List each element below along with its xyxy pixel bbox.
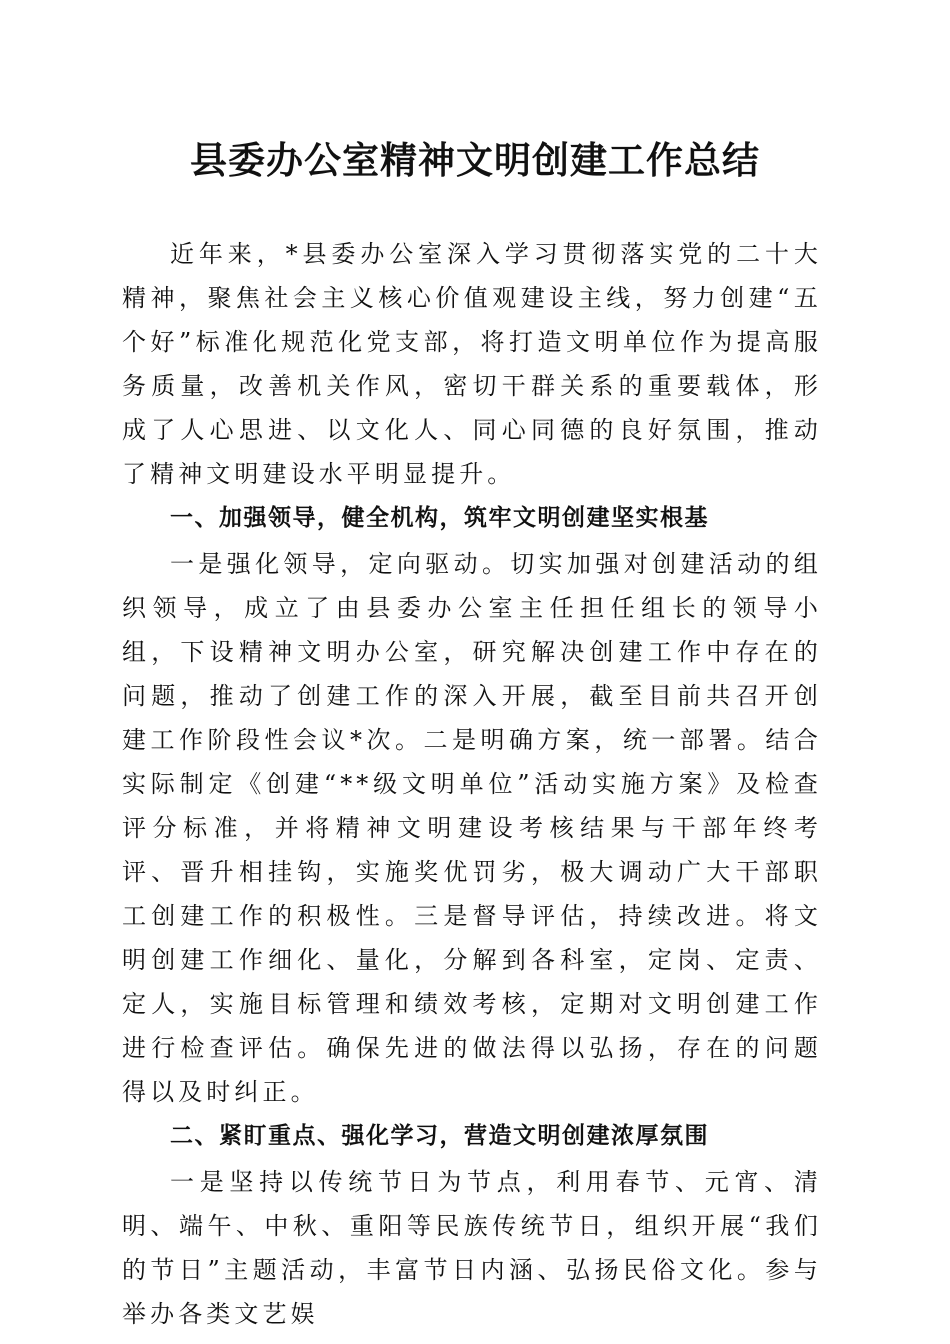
section-1-paragraph: 一是强化领导，定向驱动。切实加强对创建活动的组织领导，成立了由县委办公室主任担任组长的领导小组，下设精神文明办公室，研究解决创建工作中存在的问题，推动了创建工作的深入开展，截至目前共召开创建工作阶段性会议*次。二是明确方案，统一部署。结合实际制定《创建“**级文明单位”活动实施方案》及检查评分标准，并将精神文明建设考核结果与干部年终考评、晋升相挂钩，实施奖优罚劣，极大调动广大干部职工创建工作的积极性。三是督导评估，持续改进。将文明创建工作细化、量化，分解到各科室，定岗、定责、定人，实施目标管理和绩效考核，定期对文明创建工作进行检查评估。确保先进的做法得以弘扬，存在的问题得以及时纠正。 <box>122 550 822 1106</box>
document-title: 县委办公室精神文明创建工作总结 <box>190 138 760 182</box>
section-2-paragraph: 一是坚持以传统节日为节点，利用春节、元宵、清明、端午、中秋、重阳等民族传统节日，组织开展“我们的节日”主题活动，丰富节日内涵、弘扬民俗文化。参与举办各类文艺娱 <box>122 1168 822 1328</box>
document-body <box>122 232 822 1336</box>
section-2-heading: 二、紧盯重点、强化学习，营造文明创建浓厚氛围 <box>170 1123 709 1149</box>
section-1-heading: 一、加强领导，健全机构，筑牢文明创建坚实根基 <box>170 505 709 531</box>
intro-paragraph: 近年来，*县委办公室深入学习贯彻落实党的二十大精神，聚焦社会主义核心价值观建设主线，努力创建“五个好”标准化规范化党支部，将打造文明单位作为提高服务质量，改善机关作风，密切干群关系的重要载体，形成了人心思进、以文化人、同心同德的良好氛围，推动了精神文明建设水平明显提升。 <box>122 240 822 488</box>
